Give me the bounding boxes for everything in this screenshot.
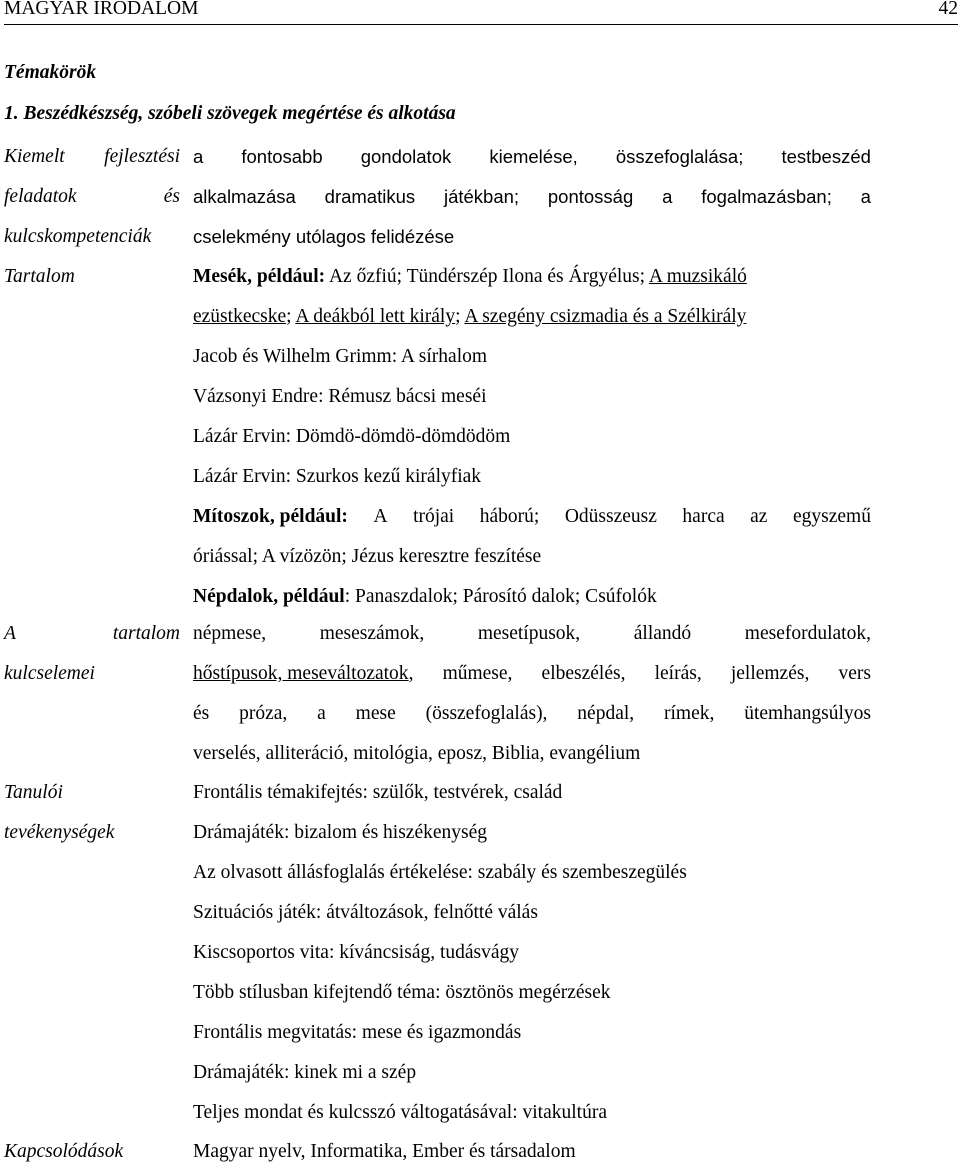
activity-item: Teljes mondat és kulcsszó váltogatásával: vitakultúra bbox=[193, 1102, 607, 1123]
label-line: tevékenységek bbox=[4, 822, 115, 843]
label-word: és bbox=[163, 186, 180, 207]
word: összefoglalása; bbox=[615, 146, 744, 167]
word: Odüsszeusz bbox=[564, 506, 657, 527]
section-heading: 1. Beszédkészség, szóbeli szövegek megértése és alkotása bbox=[4, 103, 456, 124]
word: kiemelése, bbox=[489, 146, 578, 167]
page-number: 42 bbox=[938, 0, 958, 19]
word: népdal, bbox=[577, 703, 635, 724]
word: műmese, bbox=[442, 663, 513, 684]
word: próza, bbox=[239, 703, 288, 724]
underlined-terms: hőstípusok, meseváltozatok bbox=[193, 663, 409, 684]
content-line: Jacob és Wilhelm Grimm: A sírhalom bbox=[193, 346, 488, 367]
word: egyszemű bbox=[792, 506, 871, 527]
activities-list bbox=[193, 773, 871, 1133]
word: A bbox=[373, 506, 388, 527]
nepdalok-titles: : Panaszdalok; Párosító dalok; Csúfolók bbox=[344, 586, 657, 607]
word: ütemhangsúlyos bbox=[744, 703, 871, 724]
activity-item: Szituációs játék: átváltozások, felnőtté válás bbox=[193, 902, 538, 923]
activity-item: Kiscsoportos vita: kíváncsiság, tudásvágy bbox=[193, 942, 520, 963]
word: rímek, bbox=[664, 703, 715, 724]
connections-label: Kapcsolódások bbox=[4, 1141, 124, 1162]
word: , bbox=[408, 663, 414, 684]
word: gondolatok bbox=[360, 146, 452, 167]
word: fontosabb bbox=[241, 146, 323, 167]
word: a bbox=[662, 186, 673, 207]
text-line: cselekmény utólagos felidézése bbox=[193, 226, 455, 247]
mesek-title-link: A muzsikáló bbox=[648, 266, 747, 287]
dev-tasks-text bbox=[193, 137, 871, 257]
topics-heading: Témakörök bbox=[4, 62, 97, 83]
label-word: kulcskompetenciák bbox=[4, 226, 152, 247]
mesek-line bbox=[193, 257, 871, 297]
word: mese bbox=[355, 703, 396, 724]
mesek-line-2 bbox=[193, 297, 871, 337]
mitoszok-heading: Mítoszok, például: bbox=[193, 506, 348, 527]
connections-text bbox=[193, 1132, 871, 1172]
label-word: Kiemelt bbox=[4, 146, 65, 167]
mesek-title-link: ezüstkecske bbox=[193, 306, 287, 327]
key-elements-label bbox=[4, 614, 180, 694]
word: meseszámok, bbox=[319, 623, 425, 644]
separator: ; bbox=[455, 306, 465, 327]
activity-item: Frontális témakifejtés: szülők, testvérek, család bbox=[193, 782, 563, 803]
label-word: tartalom bbox=[112, 623, 180, 644]
word: az bbox=[750, 506, 768, 527]
word: mesetípusok, bbox=[477, 623, 581, 644]
text-line bbox=[193, 137, 871, 177]
text-line: verselés, alliteráció, mitológia, eposz, Biblia, evangélium bbox=[193, 743, 641, 764]
word: és bbox=[193, 703, 210, 724]
content-line: Lázár Ervin: Dömdö-dömdö-dömdödöm bbox=[193, 426, 511, 447]
label-word: A bbox=[4, 623, 16, 644]
word: játékban; bbox=[443, 186, 520, 207]
word: elbeszélés, bbox=[541, 663, 626, 684]
word: alkalmazása bbox=[193, 186, 296, 207]
activity-item: Drámajáték: kinek mi a szép bbox=[193, 1062, 417, 1083]
word: pontosság bbox=[547, 186, 634, 207]
separator: ; bbox=[286, 306, 296, 327]
word: a bbox=[193, 146, 204, 167]
activity-item: Drámajáték: bizalom és hiszékenység bbox=[193, 822, 488, 843]
content-line: Vázsonyi Endre: Rémusz bácsi meséi bbox=[193, 386, 487, 407]
word: fogalmazásban; bbox=[701, 186, 832, 207]
mesek-heading: Mesék, például: bbox=[193, 266, 326, 287]
text-line bbox=[193, 177, 871, 217]
connections-line: Magyar nyelv, Informatika, Ember és társadalom bbox=[193, 1141, 576, 1162]
text-line bbox=[193, 694, 871, 734]
word: testbeszéd bbox=[781, 146, 871, 167]
mitoszok-line bbox=[193, 497, 871, 537]
label-word: kulcselemei bbox=[4, 663, 95, 684]
word: harca bbox=[682, 506, 725, 527]
word: a bbox=[860, 186, 871, 207]
word: háború; bbox=[479, 506, 540, 527]
word: mesefordulatok, bbox=[744, 623, 871, 644]
activity-item: Frontális megvitatás: mese és igazmondás bbox=[193, 1022, 522, 1043]
text-line bbox=[193, 654, 871, 694]
word: állandó bbox=[633, 623, 692, 644]
activity-item: Több stílusban kifejtendő téma: ösztönös megérzések bbox=[193, 982, 611, 1003]
text-line bbox=[193, 614, 871, 654]
mitoszok-line-2: óriással; A vízözön; Jézus keresztre feszítése bbox=[193, 546, 542, 567]
label-word: fejlesztési bbox=[104, 146, 180, 167]
mesek-title-link: A deákból lett király bbox=[295, 306, 456, 327]
content-text bbox=[193, 257, 871, 617]
page-header bbox=[4, 0, 958, 25]
word: népmese, bbox=[193, 623, 267, 644]
mesek-titles: Az őzfiú; Tündérszép Ilona és Árgyélus; bbox=[325, 266, 649, 287]
label-line: Tanulói bbox=[4, 782, 63, 803]
word: trójai bbox=[413, 506, 455, 527]
word: (összefoglalás), bbox=[425, 703, 548, 724]
word: jellemzés, bbox=[730, 663, 810, 684]
dev-tasks-label bbox=[4, 137, 180, 257]
nepdalok-heading: Népdalok, például bbox=[193, 586, 345, 607]
word: leírás, bbox=[654, 663, 702, 684]
content-label: Tartalom bbox=[4, 266, 75, 287]
word: dramatikus bbox=[324, 186, 416, 207]
word: vers bbox=[838, 663, 871, 684]
key-elements-text bbox=[193, 614, 871, 774]
header-title: MAGYAR IRODALOM bbox=[4, 0, 199, 19]
content-line: Lázár Ervin: Szurkos kezű királyfiak bbox=[193, 466, 482, 487]
activity-item: Az olvasott állásfoglalás értékelése: szabály és szembeszegülés bbox=[193, 862, 687, 883]
nepdalok-line bbox=[193, 577, 871, 617]
word: a bbox=[317, 703, 326, 724]
label-word: feladatok bbox=[4, 186, 77, 207]
mesek-title-link: A szegény csizmadia és a Szélkirály bbox=[464, 306, 747, 327]
activities-label bbox=[4, 773, 180, 853]
